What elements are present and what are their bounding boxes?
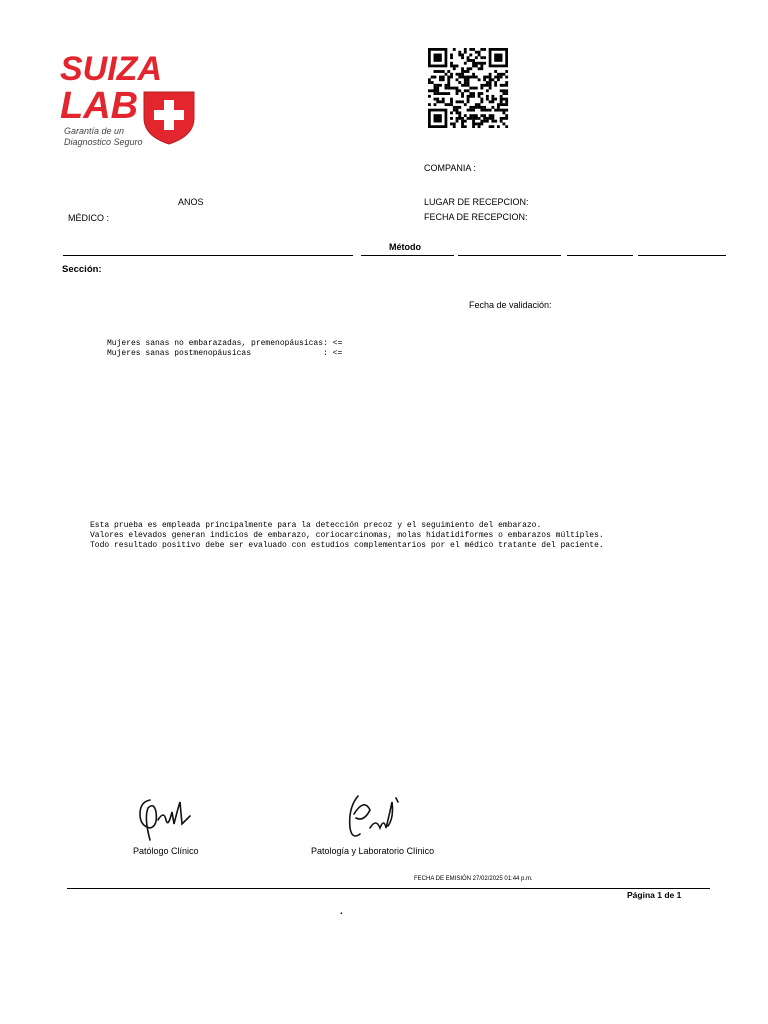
signature-right xyxy=(340,788,410,848)
logo-word-suiza: SUIZA xyxy=(60,50,162,88)
left-signature-title: Patólogo Clínico xyxy=(133,846,199,856)
doctor-label: MÉDICO : xyxy=(68,213,110,223)
page-number: Página 1 de 1 xyxy=(627,890,682,900)
reference-line: Mujeres sanas no embarazadas, premenopáusicas: <= xyxy=(107,339,343,348)
table-header-rule xyxy=(567,255,633,256)
right-signature-title: Patología y Laboratorio Clínico xyxy=(311,846,435,856)
logo-tagline-1: Garantía de un xyxy=(64,126,125,136)
table-header-rule xyxy=(458,255,561,256)
reception-date-label: FECHA DE RECEPCION: xyxy=(424,212,528,222)
emission-date: FECHA DE EMISIÓN 27/02/2025 01:44 p.m. xyxy=(414,876,533,882)
table-header-rule xyxy=(63,255,353,256)
note-line: Valores elevados generan indicios de embarazo, coriocarcinomas, molas hidatidiformes o embarazos múltiples. xyxy=(90,531,604,540)
validation-date-label: Fecha de validación: xyxy=(469,300,552,310)
logo-tagline-2: Diagnostico Seguro xyxy=(64,137,143,147)
signature-left xyxy=(128,790,208,845)
method-column-header: Método xyxy=(389,242,421,252)
reception-place-label: LUGAR DE RECEPCION: xyxy=(424,197,529,207)
company-label: COMPANIA : xyxy=(424,163,476,173)
reference-line: Mujeres sanas postmenopáusicas : <= xyxy=(107,349,343,358)
logo-word-lab: LAB xyxy=(60,85,139,127)
note-line: Todo resultado positivo debe ser evaluado con estudios complementarios por el médico tratante del paciente. xyxy=(90,541,604,550)
table-header-rule xyxy=(361,255,454,256)
footer-dot: . xyxy=(340,906,343,917)
suizalab-logo xyxy=(58,50,198,150)
table-header-rule xyxy=(638,255,726,256)
age-label: ANOS xyxy=(178,197,204,207)
section-label: Sección: xyxy=(62,264,102,275)
swiss-cross-shield-icon xyxy=(144,92,194,144)
note-line: Esta prueba es empleada principalmente para la detección precoz y el seguimiento del embarazo. xyxy=(90,521,542,530)
footer-rule xyxy=(67,888,710,889)
qr-code xyxy=(428,48,512,128)
